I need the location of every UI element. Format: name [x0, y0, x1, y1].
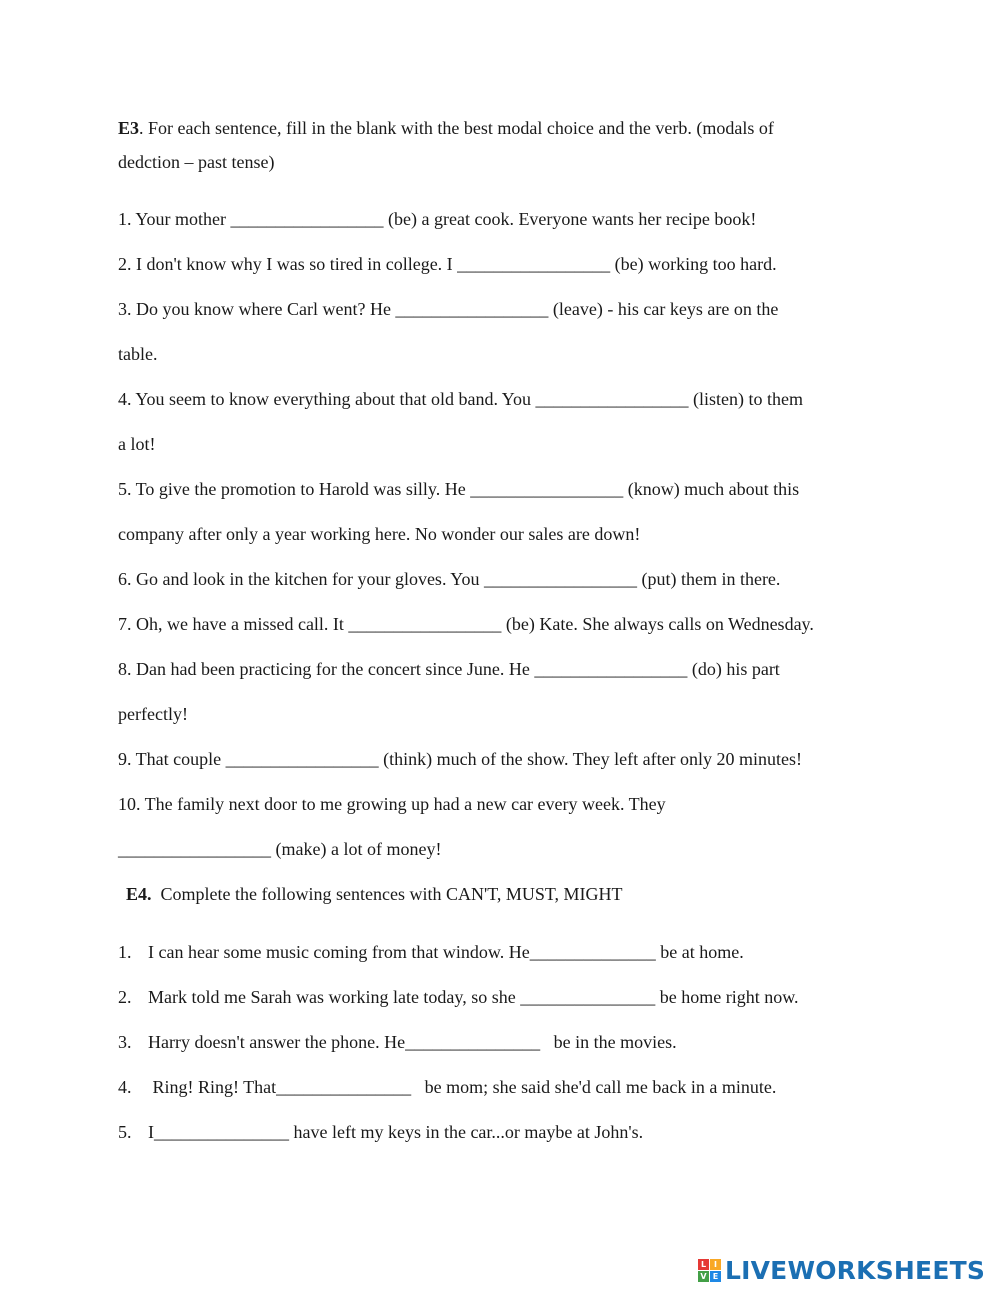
- logo-text: LIVEWORKSHEETS: [725, 1256, 986, 1285]
- e3-line: 10. The family next door to me growing up had a new car every week. They: [118, 794, 666, 814]
- logo-grid-icon: [698, 1259, 721, 1282]
- e3-instruction-line2: dedction – past tense): [118, 152, 275, 172]
- logo-grid-cell: V: [698, 1271, 709, 1282]
- liveworksheets-logo[interactable]: [698, 1256, 985, 1285]
- e3-line: 1. Your mother _________________ (be) a great cook. Everyone wants her recipe book!: [118, 209, 757, 229]
- e3-label: E3: [118, 118, 140, 138]
- e4-item: 4. Ring! Ring! That_______________ be mom; she said she'd call me back in a minute.: [118, 1077, 777, 1097]
- e3-line: 8. Dan had been practicing for the concert since June. He _________________ (do) his part: [118, 659, 780, 679]
- e3-line: 5. To give the promotion to Harold was silly. He _________________ (know) much about this: [118, 479, 800, 499]
- e3-line: _________________ (make) a lot of money!: [118, 839, 442, 859]
- e3-line: 6. Go and look in the kitchen for your gloves. You _________________ (put) them in there.: [118, 569, 781, 589]
- e3-line: a lot!: [118, 434, 156, 454]
- e4-item: 3. Harry doesn't answer the phone. He_______________ be in the movies.: [118, 1032, 677, 1052]
- e3-line: 9. That couple _________________ (think) much of the show. They left after only 20 minutes!: [118, 749, 803, 769]
- e4-item: 1. I can hear some music coming from that window. He______________ be at home.: [118, 942, 744, 962]
- logo-grid-cell: L: [698, 1259, 709, 1270]
- e4-instruction: E4. Complete the following sentences with CAN'T, MUST, MIGHT: [126, 884, 623, 904]
- e4-item: 5. I_______________ have left my keys in the car...or maybe at John's.: [118, 1122, 644, 1142]
- e3-line: 3. Do you know where Carl went? He _________________ (leave) - his car keys are on the: [118, 299, 779, 319]
- e3-line: 2. I don't know why I was so tired in college. I _________________ (be) working too hard.: [118, 254, 777, 274]
- logo-grid-cell: I: [710, 1259, 721, 1270]
- e3-line: perfectly!: [118, 704, 188, 724]
- e3-line: 7. Oh, we have a missed call. It _________________ (be) Kate. She always calls on Wednesday.: [118, 614, 814, 634]
- e3-line: 4. You seem to know everything about that old band. You _________________ (listen) to them: [118, 389, 803, 409]
- e3-line: company after only a year working here. No wonder our sales are down!: [118, 524, 641, 544]
- e3-line: table.: [118, 344, 158, 364]
- e3-instruction-line1: E3. For each sentence, fill in the blank with the best modal choice and the verb. (modals of: [118, 118, 774, 138]
- e4-item: 2. Mark told me Sarah was working late today, so she _______________ be home right now.: [118, 987, 799, 1007]
- e4-label: E4.: [126, 884, 152, 904]
- logo-grid-cell: E: [710, 1271, 721, 1282]
